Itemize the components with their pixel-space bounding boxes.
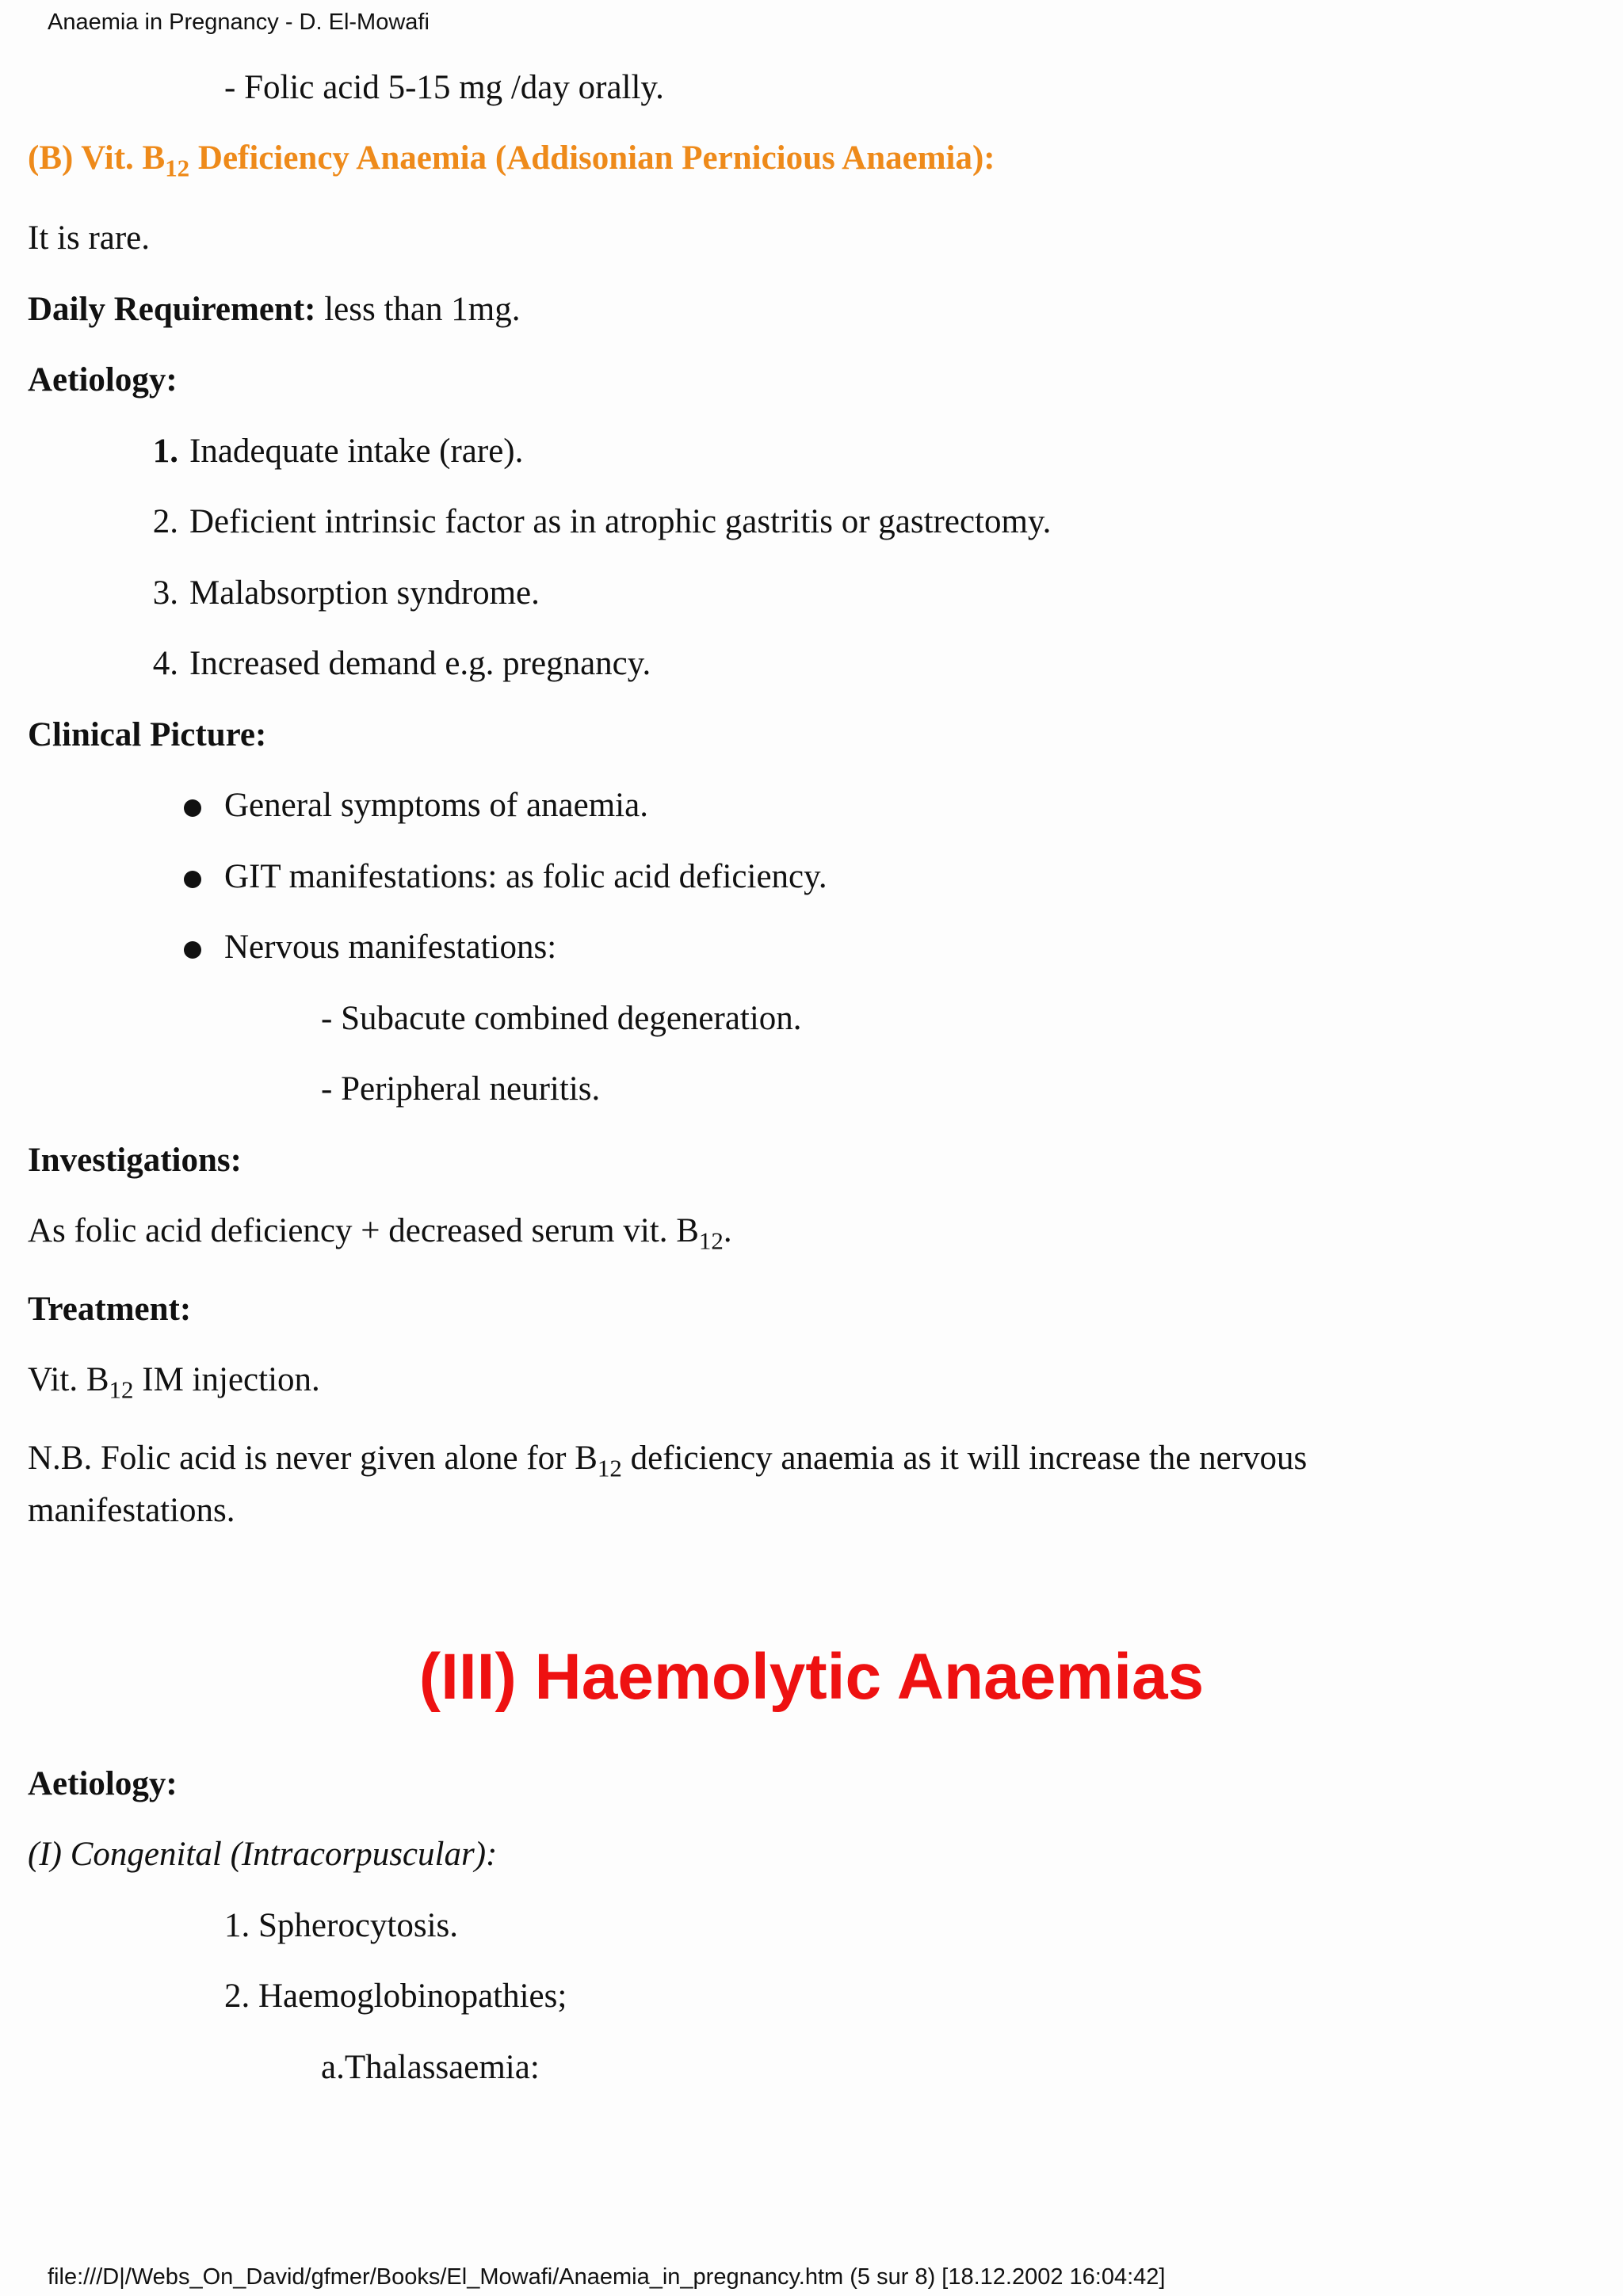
clinical-item: Nervous manifestations: <box>224 929 557 966</box>
aetiology-item-number: 4. <box>152 645 178 682</box>
aetiology-label-b: Aetiology: <box>28 361 178 399</box>
investigations-text <box>28 1211 732 1255</box>
nb-note <box>28 1439 1308 1482</box>
bullet-icon <box>184 941 201 959</box>
aetiology-label-iii: Aetiology: <box>28 1765 178 1802</box>
clinical-item: GIT manifestations: as folic acid deficiency. <box>224 858 827 895</box>
aetiology-item-number: 1. <box>152 433 178 470</box>
daily-requirement <box>28 290 520 329</box>
aetiology-item-text: Increased demand e.g. pregnancy. <box>189 645 651 682</box>
nb-note-post: deficiency anaemia as it will increase the nervous <box>621 1440 1308 1477</box>
congenital-item: 2. Haemoglobinopathies; <box>224 1978 567 2015</box>
treatment-text-post: IM injection. <box>133 1361 320 1398</box>
section-b-heading-pre: (B) Vit. B <box>28 139 166 177</box>
daily-requirement-value: less than 1mg. <box>315 291 521 328</box>
nb-note-line2: manifestations. <box>28 1492 235 1529</box>
investigations-label: Investigations: <box>28 1142 242 1179</box>
aetiology-item-text: Malabsorption syndrome. <box>189 574 540 612</box>
haemolytic-anaemias-title: (III) Haemolytic Anaemias <box>418 1641 1205 1713</box>
congenital-item: 1. Spherocytosis. <box>224 1907 459 1944</box>
section-b-heading-post: Deficiency Anaemia (Addisonian Pernicious Anaemia): <box>189 139 995 177</box>
nb-note-pre: N.B. Folic acid is never given alone for B <box>28 1440 598 1477</box>
rare-statement: It is rare. <box>28 219 151 257</box>
page-footer-path: file:///D|/Webs_On_David/gfmer/Books/El_Mowafi/Anaemia_in_pregnancy.htm (5 sur 8) [18.12.2002 16:04:42] <box>48 2264 1166 2290</box>
treatment-text-pre: Vit. B <box>28 1361 109 1398</box>
treatment-text-sub: 12 <box>109 1375 134 1404</box>
aetiology-item <box>132 574 540 612</box>
aetiology-item <box>132 644 651 683</box>
bullet-icon <box>184 799 201 817</box>
investigations-text-post: . <box>723 1212 732 1249</box>
section-b-heading-sub: 12 <box>165 154 190 182</box>
aetiology-item-text: Inadequate intake (rare). <box>189 433 524 470</box>
folic-acid-dose-line: - Folic acid 5-15 mg /day orally. <box>224 69 664 106</box>
daily-requirement-label: Daily Requirement: <box>28 291 316 328</box>
bullet-icon <box>184 871 201 888</box>
nervous-subitem: - Peripheral neuritis. <box>321 1070 601 1108</box>
treatment-text <box>28 1360 320 1404</box>
treatment-label: Treatment: <box>28 1291 192 1328</box>
aetiology-item-number: 3. <box>152 574 178 612</box>
aetiology-item-text: Deficient intrinsic factor as in atrophic gastritis or gastrectomy. <box>189 503 1052 540</box>
clinical-picture-label: Clinical Picture: <box>28 716 267 753</box>
thalassaemia-subitem: a.Thalassaemia: <box>321 2049 540 2086</box>
aetiology-item-number: 2. <box>152 503 178 540</box>
aetiology-item <box>132 432 523 471</box>
nervous-subitem: - Subacute combined degeneration. <box>321 1000 802 1037</box>
clinical-item: General symptoms of anaemia. <box>224 787 648 824</box>
nb-note-sub: 12 <box>597 1454 622 1482</box>
congenital-label: (I) Congenital (Intracorpuscular): <box>28 1836 498 1873</box>
investigations-text-pre: As folic acid deficiency + decreased serum vit. B <box>28 1212 699 1249</box>
page-header-title: Anaemia in Pregnancy - D. El-Mowafi <box>48 10 430 35</box>
aetiology-item <box>132 502 1051 541</box>
section-b-heading <box>28 139 995 182</box>
investigations-text-sub: 12 <box>698 1226 724 1255</box>
